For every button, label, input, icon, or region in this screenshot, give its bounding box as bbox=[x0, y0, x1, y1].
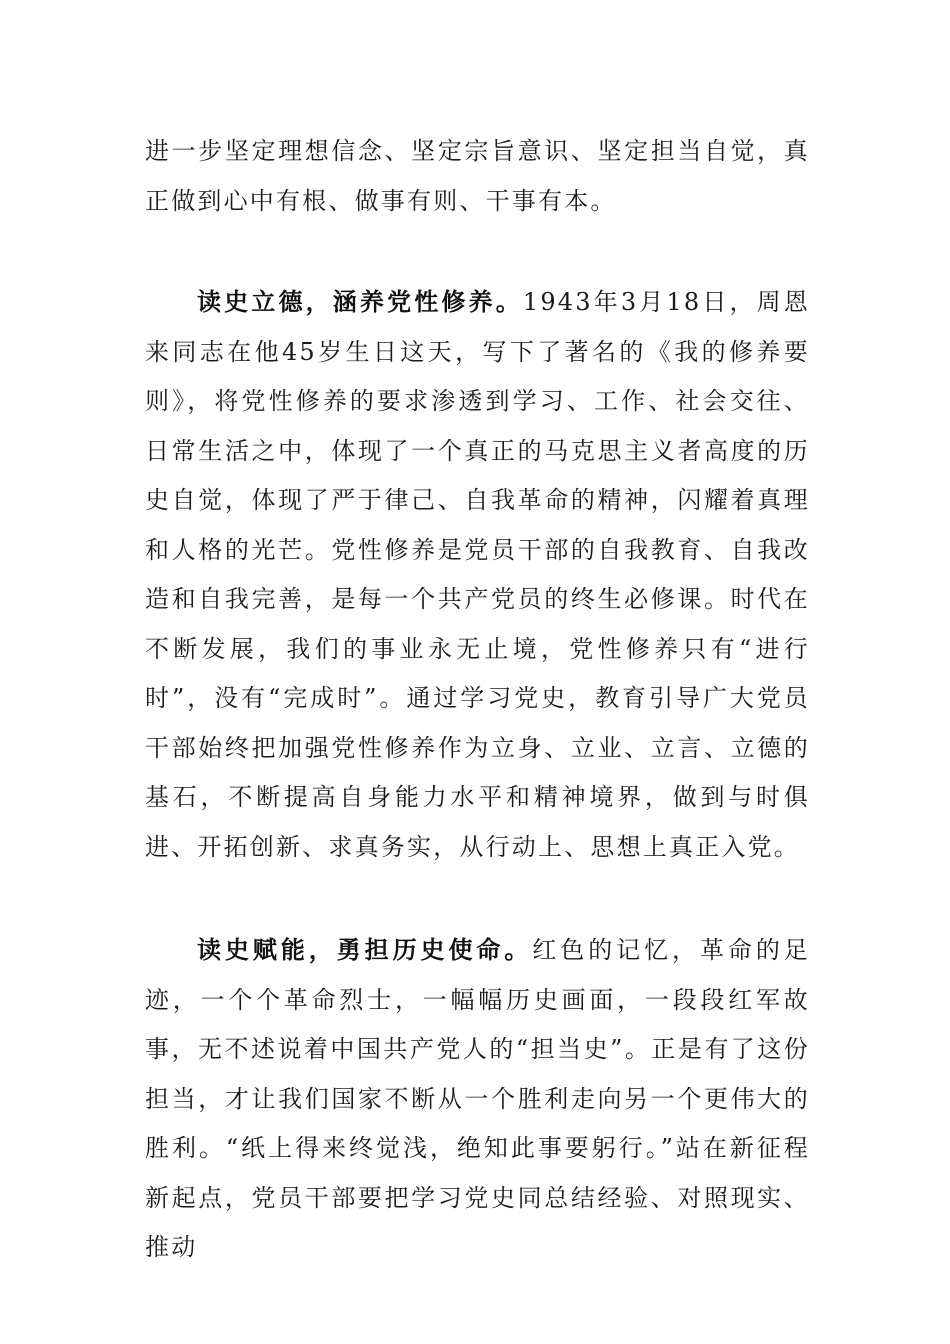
paragraph-body: 1943年3月18日，周恩来同志在他45岁生日这天，写下了著名的《我的修养要则》，将党性修养的要求渗透到学习、工作、社会交往、日常生活之中，体现了一个真正的马克思主义者高度的历史自觉，体现了严于律己、自我革命的精神，闪耀着真理和人格的光芒。党性修养是党员干部的自我教育、自我改造和自我完善，是每一个共产党员的终生必修课。时代在不断发展，我们的事业永无止境，党性修养只有“进行时”，没有“完成时”。通过学习党史，教育引导广大党员干部始终把加强党性修养作为立身、立业、立言、立德的基石，不断提高自身能力水平和精神境界，做到与时俱进、开拓创新、求真务实，从行动上、思想上真正入党。 bbox=[145, 288, 810, 861]
paragraph-heading: 读史赋能，勇担历史使命。 bbox=[197, 935, 533, 964]
paragraph-heading: 读史立德，涵养党性修养。 bbox=[197, 287, 523, 316]
paragraph-body: 红色的记忆，革命的足迹，一个个革命烈士，一幅幅历史画面，一段段红军故事，无不述说着中国共产党人的“担当史”。正是有了这份担当，才让我们国家不断从一个胜利走向另一个更伟大的胜利。“纸上得来终觉浅，绝知此事要躬行。”站在新征程新起点，党员干部要把学习党史同总结经验、对照现实、推动 bbox=[145, 936, 810, 1261]
paragraph-continuation bbox=[145, 127, 810, 226]
paragraph-party-spirit bbox=[145, 277, 810, 872]
paragraph-historical-mission bbox=[145, 925, 810, 1273]
paragraph-text: 进一步坚定理想信念、坚定宗旨意识、坚定担当自觉，真正做到心中有根、做事有则、干事有本。 bbox=[145, 137, 810, 215]
